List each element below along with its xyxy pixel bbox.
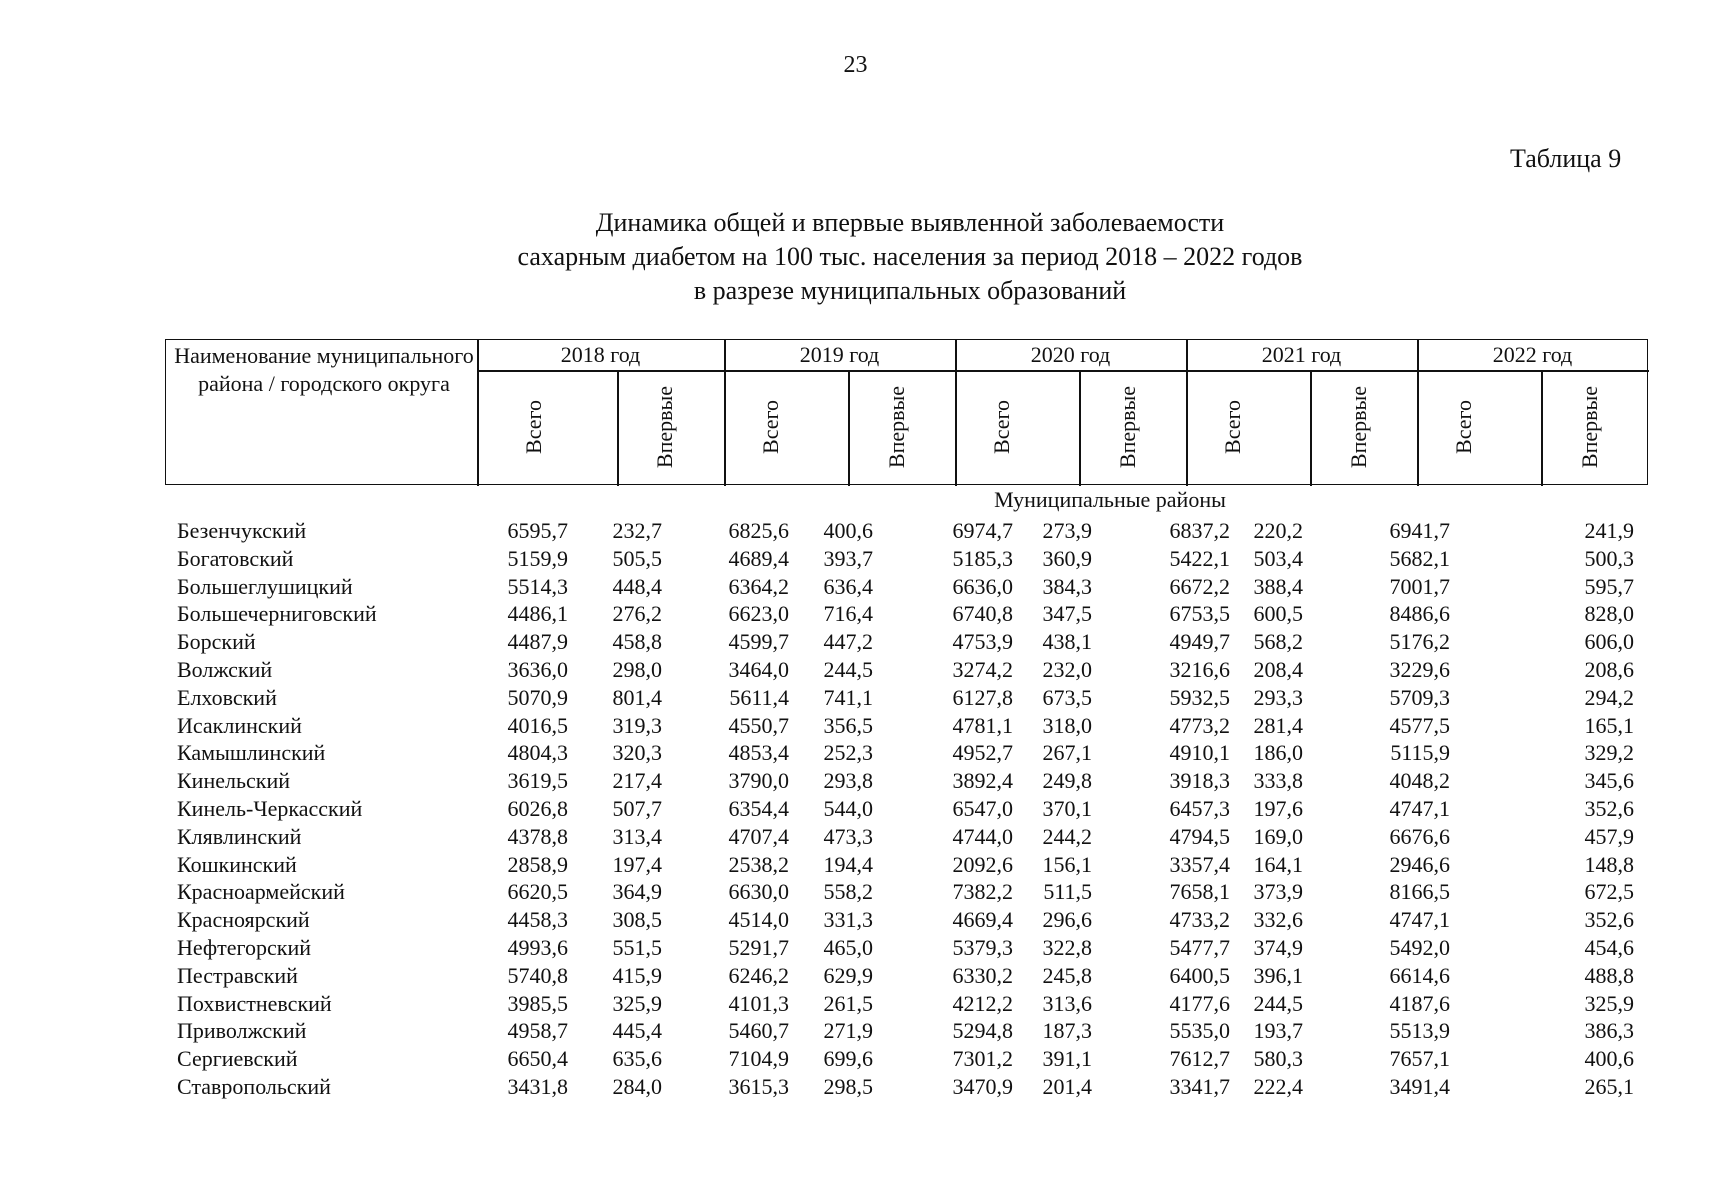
- document-title: [0, 206, 1620, 308]
- row-name: Клявлинский: [177, 823, 302, 849]
- row-value: 448,4: [612, 573, 662, 599]
- row-value: 4378,8: [507, 823, 568, 849]
- row-value: 5492,0: [1389, 934, 1450, 960]
- row-value: 7001,7: [1389, 573, 1450, 599]
- table-row: [165, 518, 1648, 546]
- row-value: 6740,8: [952, 601, 1013, 627]
- row-value: 3357,4: [1169, 851, 1230, 877]
- row-value: 503,4: [1253, 545, 1303, 571]
- row-name: Борский: [177, 629, 256, 655]
- row-value: 294,2: [1584, 684, 1634, 710]
- row-name: Сергиевский: [177, 1046, 298, 1072]
- row-value: 500,3: [1584, 545, 1634, 571]
- row-value: 5513,9: [1389, 1018, 1450, 1044]
- row-value: 3491,4: [1389, 1073, 1450, 1099]
- row-value: 273,9: [1042, 518, 1092, 543]
- row-value: 244,5: [823, 656, 873, 682]
- header-total: Всего: [757, 400, 783, 454]
- row-value: 6825,6: [728, 518, 789, 543]
- row-value: 4853,4: [728, 740, 789, 766]
- row-name: Приволжский: [177, 1018, 307, 1044]
- row-value: 635,6: [612, 1046, 662, 1072]
- row-name: Кинель-Черкасский: [177, 795, 363, 821]
- row-value: 600,5: [1253, 601, 1303, 627]
- row-value: 245,8: [1042, 962, 1092, 988]
- table-row: [165, 796, 1648, 824]
- row-value: 606,0: [1584, 629, 1634, 655]
- row-name: Большеглушицкий: [177, 573, 353, 599]
- row-value: 415,9: [612, 962, 662, 988]
- header-first: Впервые: [1346, 385, 1372, 469]
- row-value: 313,6: [1042, 990, 1092, 1016]
- row-value: 4753,9: [952, 629, 1013, 655]
- row-value: 6457,3: [1169, 795, 1230, 821]
- table-row: [165, 879, 1648, 907]
- row-value: 332,6: [1253, 907, 1303, 933]
- row-name: Безенчукский: [177, 518, 307, 543]
- row-value: 488,8: [1584, 962, 1634, 988]
- header-name-column: Наименование муниципального района / городского округа: [174, 343, 474, 396]
- row-value: 3216,6: [1169, 656, 1230, 682]
- row-value: 629,9: [823, 962, 873, 988]
- row-value: 5740,8: [507, 962, 568, 988]
- row-value: 400,6: [823, 518, 873, 543]
- row-value: 296,6: [1042, 907, 1092, 933]
- row-value: 5159,9: [507, 545, 568, 571]
- row-value: 2858,9: [507, 851, 568, 877]
- row-value: 281,4: [1253, 712, 1303, 738]
- row-value: 5176,2: [1389, 629, 1450, 655]
- row-value: 4458,3: [507, 907, 568, 933]
- row-value: 4747,1: [1389, 907, 1450, 933]
- row-value: 241,9: [1584, 518, 1634, 543]
- row-value: 507,7: [612, 795, 662, 821]
- row-value: 318,0: [1042, 712, 1092, 738]
- row-value: 6630,0: [728, 879, 789, 905]
- row-name: Кошкинский: [177, 851, 297, 877]
- row-value: 252,3: [823, 740, 873, 766]
- row-value: 2092,6: [952, 851, 1013, 877]
- row-value: 6636,0: [952, 573, 1013, 599]
- row-value: 194,4: [823, 851, 873, 877]
- row-value: 4487,9: [507, 629, 568, 655]
- row-value: 333,8: [1253, 768, 1303, 794]
- row-value: 5291,7: [728, 934, 789, 960]
- row-value: 276,2: [612, 601, 662, 627]
- row-value: 284,0: [612, 1073, 662, 1099]
- table-row: [165, 824, 1648, 852]
- row-value: 261,5: [823, 990, 873, 1016]
- row-value: 6595,7: [507, 518, 568, 543]
- row-value: 4773,2: [1169, 712, 1230, 738]
- table-row: [165, 546, 1648, 574]
- row-name: Елховский: [177, 684, 277, 710]
- row-value: 325,9: [1584, 990, 1634, 1016]
- row-value: 673,5: [1042, 684, 1092, 710]
- row-value: 6623,0: [728, 601, 789, 627]
- row-value: 3619,5: [507, 768, 568, 794]
- row-value: 741,1: [823, 684, 873, 710]
- table-row: [165, 713, 1648, 741]
- row-name: Исаклинский: [177, 712, 302, 738]
- row-value: 352,6: [1584, 795, 1634, 821]
- row-value: 197,4: [612, 851, 662, 877]
- row-value: 187,3: [1042, 1018, 1092, 1044]
- row-value: 4048,2: [1389, 768, 1450, 794]
- table-row: [165, 740, 1648, 768]
- row-value: 4707,4: [728, 823, 789, 849]
- row-value: 8166,5: [1389, 879, 1450, 905]
- row-value: 293,8: [823, 768, 873, 794]
- row-value: 3464,0: [728, 656, 789, 682]
- table-header: [165, 339, 1648, 485]
- row-value: 308,5: [612, 907, 662, 933]
- row-value: 267,1: [1042, 740, 1092, 766]
- row-value: 716,4: [823, 601, 873, 627]
- row-value: 5477,7: [1169, 934, 1230, 960]
- row-value: 208,4: [1253, 656, 1303, 682]
- row-name: Красноармейский: [177, 879, 345, 905]
- row-value: 356,5: [823, 712, 873, 738]
- row-value: 4949,7: [1169, 629, 1230, 655]
- row-value: 4733,2: [1169, 907, 1230, 933]
- row-value: 265,1: [1584, 1073, 1634, 1099]
- header-total: Всего: [988, 400, 1014, 454]
- row-name: Похвистневский: [177, 990, 332, 1016]
- row-value: 6127,8: [952, 684, 1013, 710]
- row-value: 3274,2: [952, 656, 1013, 682]
- row-value: 329,2: [1584, 740, 1634, 766]
- row-value: 4669,4: [952, 907, 1013, 933]
- row-name: Камышлинский: [177, 740, 326, 766]
- row-value: 8486,6: [1389, 601, 1450, 627]
- row-value: 3918,3: [1169, 768, 1230, 794]
- row-value: 2946,6: [1389, 851, 1450, 877]
- row-value: 447,2: [823, 629, 873, 655]
- row-value: 6650,4: [507, 1046, 568, 1072]
- row-value: 4187,6: [1389, 990, 1450, 1016]
- row-name: Пестравский: [177, 962, 298, 988]
- header-total: Всего: [1219, 400, 1245, 454]
- row-value: 4910,1: [1169, 740, 1230, 766]
- row-value: 313,4: [612, 823, 662, 849]
- title-line: в разрезе муниципальных образований: [693, 276, 1127, 305]
- row-value: 4958,7: [507, 1018, 568, 1044]
- row-value: 4486,1: [507, 601, 568, 627]
- row-value: 5682,1: [1389, 545, 1450, 571]
- table-row: [165, 1018, 1648, 1046]
- row-value: 322,8: [1042, 934, 1092, 960]
- row-value: 458,8: [612, 629, 662, 655]
- row-value: 4016,5: [507, 712, 568, 738]
- title-line: Динамика общей и впервые выявленной заболеваемости: [595, 208, 1225, 237]
- header-year-2018: 2018 год: [560, 342, 641, 367]
- row-value: 393,7: [823, 545, 873, 571]
- row-value: 4177,6: [1169, 990, 1230, 1016]
- row-value: 364,9: [612, 879, 662, 905]
- row-value: 4781,1: [952, 712, 1013, 738]
- row-name: Кинельский: [177, 768, 290, 794]
- row-value: 4689,4: [728, 545, 789, 571]
- row-value: 511,5: [1043, 879, 1092, 905]
- row-value: 3636,0: [507, 656, 568, 682]
- row-value: 3431,8: [507, 1073, 568, 1099]
- page-number: 23: [843, 52, 868, 78]
- title-line: сахарным диабетом на 100 тыс. населения за период 2018 – 2022 годов: [517, 242, 1303, 271]
- row-value: 3790,0: [728, 768, 789, 794]
- row-name: Волжский: [177, 656, 273, 682]
- table-body: [165, 518, 1648, 1102]
- table-row: [165, 852, 1648, 880]
- row-value: 169,0: [1253, 823, 1303, 849]
- row-value: 5115,9: [1390, 740, 1450, 766]
- row-value: 4599,7: [728, 629, 789, 655]
- row-value: 352,6: [1584, 907, 1634, 933]
- row-name: Нефтегорский: [177, 934, 312, 960]
- table-row: [165, 963, 1648, 991]
- row-value: 5932,5: [1169, 684, 1230, 710]
- row-value: 6354,4: [728, 795, 789, 821]
- row-value: 7658,1: [1169, 879, 1230, 905]
- row-value: 249,8: [1042, 768, 1092, 794]
- table-row: [165, 685, 1648, 713]
- row-value: 551,5: [612, 934, 662, 960]
- row-value: 4577,5: [1389, 712, 1450, 738]
- row-value: 5460,7: [728, 1018, 789, 1044]
- table-row: [165, 629, 1648, 657]
- row-value: 232,0: [1042, 656, 1092, 682]
- row-value: 319,3: [612, 712, 662, 738]
- row-value: 438,1: [1042, 629, 1092, 655]
- row-value: 7657,1: [1389, 1046, 1450, 1072]
- row-value: 454,6: [1584, 934, 1634, 960]
- row-value: 298,0: [612, 656, 662, 682]
- row-value: 345,6: [1584, 768, 1634, 794]
- row-value: 6620,5: [507, 879, 568, 905]
- row-value: 186,0: [1253, 740, 1303, 766]
- row-value: 165,1: [1584, 712, 1634, 738]
- row-value: 5070,9: [507, 684, 568, 710]
- row-value: 220,2: [1253, 518, 1303, 543]
- row-value: 3341,7: [1169, 1073, 1230, 1099]
- header-first: Впервые: [884, 385, 910, 469]
- row-value: 293,3: [1253, 684, 1303, 710]
- row-value: 193,7: [1253, 1018, 1303, 1044]
- row-value: 271,9: [823, 1018, 873, 1044]
- table-row: [165, 601, 1648, 629]
- row-name: Богатовский: [177, 545, 294, 571]
- header-total: Всего: [520, 400, 546, 454]
- header-first: Впервые: [1577, 385, 1603, 469]
- row-value: 6676,6: [1389, 823, 1450, 849]
- row-value: 373,9: [1253, 879, 1303, 905]
- row-value: 164,1: [1253, 851, 1303, 877]
- row-value: 3470,9: [952, 1073, 1013, 1099]
- row-value: 2538,2: [728, 851, 789, 877]
- row-value: 6246,2: [728, 962, 789, 988]
- row-value: 3229,6: [1389, 656, 1450, 682]
- row-value: 388,4: [1253, 573, 1303, 599]
- row-value: 244,5: [1253, 990, 1303, 1016]
- row-value: 544,0: [823, 795, 873, 821]
- row-value: 391,1: [1042, 1046, 1092, 1072]
- row-value: 7382,2: [952, 879, 1013, 905]
- row-value: 217,4: [612, 768, 662, 794]
- row-value: 568,2: [1253, 629, 1303, 655]
- row-value: 457,9: [1584, 823, 1634, 849]
- header-total: Всего: [1450, 400, 1476, 454]
- row-value: 232,7: [612, 518, 662, 543]
- row-value: 6672,2: [1169, 573, 1230, 599]
- row-value: 672,5: [1584, 879, 1634, 905]
- row-value: 6330,2: [952, 962, 1013, 988]
- row-value: 4794,5: [1169, 823, 1230, 849]
- row-value: 6614,6: [1389, 962, 1450, 988]
- row-value: 6364,2: [728, 573, 789, 599]
- row-value: 5514,3: [507, 573, 568, 599]
- row-value: 4804,3: [507, 740, 568, 766]
- row-value: 201,4: [1042, 1073, 1092, 1099]
- row-value: 4514,0: [728, 907, 789, 933]
- row-value: 244,2: [1042, 823, 1092, 849]
- row-value: 4212,2: [952, 990, 1013, 1016]
- header-year-2021: 2021 год: [1261, 342, 1342, 367]
- row-value: 5611,4: [729, 684, 789, 710]
- row-value: 6400,5: [1169, 962, 1230, 988]
- row-value: 156,1: [1042, 851, 1092, 877]
- row-value: 801,4: [612, 684, 662, 710]
- table-row: [165, 935, 1648, 963]
- row-value: 5294,8: [952, 1018, 1013, 1044]
- row-value: 331,3: [823, 907, 873, 933]
- row-value: 445,4: [612, 1018, 662, 1044]
- header-first: Впервые: [652, 385, 678, 469]
- row-value: 320,3: [612, 740, 662, 766]
- row-value: 828,0: [1584, 601, 1634, 627]
- row-value: 400,6: [1584, 1046, 1634, 1072]
- row-value: 6753,5: [1169, 601, 1230, 627]
- row-value: 197,6: [1253, 795, 1303, 821]
- row-value: 347,5: [1042, 601, 1092, 627]
- row-value: 298,5: [823, 1073, 873, 1099]
- row-value: 7104,9: [728, 1046, 789, 1072]
- row-value: 148,8: [1584, 851, 1634, 877]
- table-row: [165, 768, 1648, 796]
- row-value: 5185,3: [952, 545, 1013, 571]
- row-value: 5422,1: [1169, 545, 1230, 571]
- table-row: [165, 1046, 1648, 1074]
- row-value: 360,9: [1042, 545, 1092, 571]
- table-row: [165, 657, 1648, 685]
- row-value: 505,5: [612, 545, 662, 571]
- row-value: 6547,0: [952, 795, 1013, 821]
- row-value: 3985,5: [507, 990, 568, 1016]
- row-name: Красноярский: [177, 907, 310, 933]
- row-value: 208,6: [1584, 656, 1634, 682]
- row-value: 7301,2: [952, 1046, 1013, 1072]
- header-first: Впервые: [1115, 385, 1141, 469]
- table-row: [165, 991, 1648, 1019]
- row-value: 396,1: [1253, 962, 1303, 988]
- table-row: [165, 907, 1648, 935]
- table-row: [165, 574, 1648, 602]
- row-value: 325,9: [612, 990, 662, 1016]
- row-value: 595,7: [1584, 573, 1634, 599]
- row-value: 473,3: [823, 823, 873, 849]
- row-value: 6974,7: [952, 518, 1013, 543]
- row-value: 6026,8: [507, 795, 568, 821]
- row-value: 6941,7: [1389, 518, 1450, 543]
- row-value: 5535,0: [1169, 1018, 1230, 1044]
- row-value: 222,4: [1253, 1073, 1303, 1099]
- row-value: 636,4: [823, 573, 873, 599]
- row-value: 5709,3: [1389, 684, 1450, 710]
- row-value: 580,3: [1253, 1046, 1303, 1072]
- row-value: 4993,6: [507, 934, 568, 960]
- table-row: [165, 1074, 1648, 1102]
- row-value: 4747,1: [1389, 795, 1450, 821]
- header-year-2019: 2019 год: [799, 342, 880, 367]
- row-value: 4101,3: [728, 990, 789, 1016]
- row-value: 465,0: [823, 934, 873, 960]
- row-value: 4744,0: [952, 823, 1013, 849]
- row-value: 699,6: [823, 1046, 873, 1072]
- row-value: 3615,3: [728, 1073, 789, 1099]
- header-year-2020: 2020 год: [1030, 342, 1111, 367]
- row-value: 5379,3: [952, 934, 1013, 960]
- row-value: 4952,7: [952, 740, 1013, 766]
- row-value: 6837,2: [1169, 518, 1230, 543]
- row-value: 374,9: [1253, 934, 1303, 960]
- row-value: 558,2: [823, 879, 873, 905]
- row-name: Ставропольский: [177, 1073, 331, 1099]
- row-value: 4550,7: [728, 712, 789, 738]
- row-name: Большечерниговский: [177, 601, 377, 627]
- header-year-2022: 2022 год: [1492, 342, 1573, 367]
- table-label: Таблица 9: [1510, 144, 1622, 173]
- section-title: Муниципальные районы: [994, 487, 1226, 512]
- row-value: 370,1: [1042, 795, 1092, 821]
- row-value: 384,3: [1042, 573, 1092, 599]
- row-value: 386,3: [1584, 1018, 1634, 1044]
- row-value: 3892,4: [952, 768, 1013, 794]
- row-value: 7612,7: [1169, 1046, 1230, 1072]
